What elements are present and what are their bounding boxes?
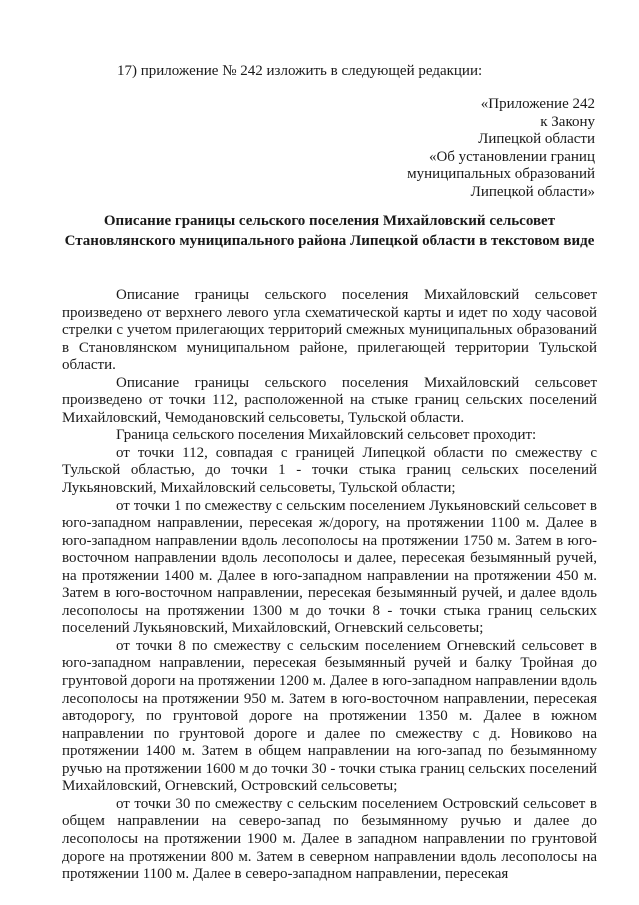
- body-paragraph: от точки 1 по смежеству с сельским поселением Лукьяновский сельсовет в юго-западном направлении, пересекая ж/дорогу, на протяжении 1100 м. Далее в юго-западном направлении вдоль лесополосы на протяжении 1750 м. Затем в юго-восточном направлении вдоль лесополосы и далее, пересекая безымянный ручей, на протяжении 1400 м. Далее в юго-западном направлении на протяжении 450 м. Затем в юго-восточном направлении, пересекая безымянный ручей, и далее вдоль лесополосы на протяжении 1300 м до точки 8 - точки стыка границ сельских поселений Лукьяновский, Михайловский, Огневский сельсоветы;: [62, 497, 597, 637]
- document-body: [62, 287, 597, 884]
- appendix-line: Липецкой области: [478, 131, 595, 147]
- appendix-line: муниципальных образований: [407, 166, 595, 182]
- body-paragraph: Граница сельского поселения Михайловский сельсовет проходит:: [116, 427, 537, 444]
- appendix-line: «Об установлении границ: [428, 148, 595, 165]
- body-paragraph: от точки 30 по смежеству с сельским поселением Островский сельсовет в общем направлении на северо-запад по безымянному ручью и далее до лесополосы на протяжении 1900 м. Далее в западном направлении по грунтовой дороге на протяжении 800 м. Затем в северном направлении вдоль лесополосы на протяжении 1100 м. Далее в северо-западном направлении, пересекая: [62, 795, 597, 883]
- appendix-line: Липецкой области»: [470, 183, 595, 200]
- appendix-line: к Закону: [540, 113, 595, 130]
- amendment-intro: 17) приложение № 242 изложить в следующей редакции:: [117, 63, 483, 79]
- document-heading: Описание границы сельского поселения Михайловский сельсовет Становлянского муниципального района Липецкой области в текстовом виде: [64, 213, 595, 249]
- body-paragraph: от точки 8 по смежеству с сельским поселением Огневский сельсовет в юго-западном направлении, пересекая безымянный ручей и балку Тройная до грунтовой дороги на протяжении 1200 м. Далее в юго-западном направлении вдоль лесополосы на протяжении 950 м. Затем в юго-восточном направлении, пересекая автодорогу, по грунтовой дороге на протяжении 1350 м. Далее в южном направлении по грунтовой дороге и далее по смежеству с д. Новиково на протяжении 1400 м. Затем в общем направлении на юго-запад по безымянному ручью на протяжении 1600 м до точки 30 - точки стыка границ сельских поселений Михайловский, Огневский, Островский сельсоветы;: [62, 637, 597, 795]
- body-paragraph: Описание границы сельского поселения Михайловский сельсовет произведено от точки 112, расположенной на стыке границ сельских поселений Михайловский, Чемодановский сельсоветы, Тульской области.: [62, 374, 597, 426]
- body-paragraph: от точки 112, совпадая с границей Липецкой области по смежеству с Тульской областью, до точки 1 - точки стыка границ сельских поселений Лукьяновский, Михайловский сельсоветы, Тульской области;: [62, 444, 597, 497]
- appendix-line: «Приложение 242: [480, 96, 595, 112]
- body-paragraph: Описание границы сельского поселения Михайловский сельсовет произведено от верхнего левого угла схематической карты и идет по ходу часовой стрелки с учетом прилегающих территорий смежных муниципальных образований в Становлянском муниципальном районе, прилегающей территории Тульской области.: [62, 287, 597, 374]
- appendix-reference: [407, 96, 595, 201]
